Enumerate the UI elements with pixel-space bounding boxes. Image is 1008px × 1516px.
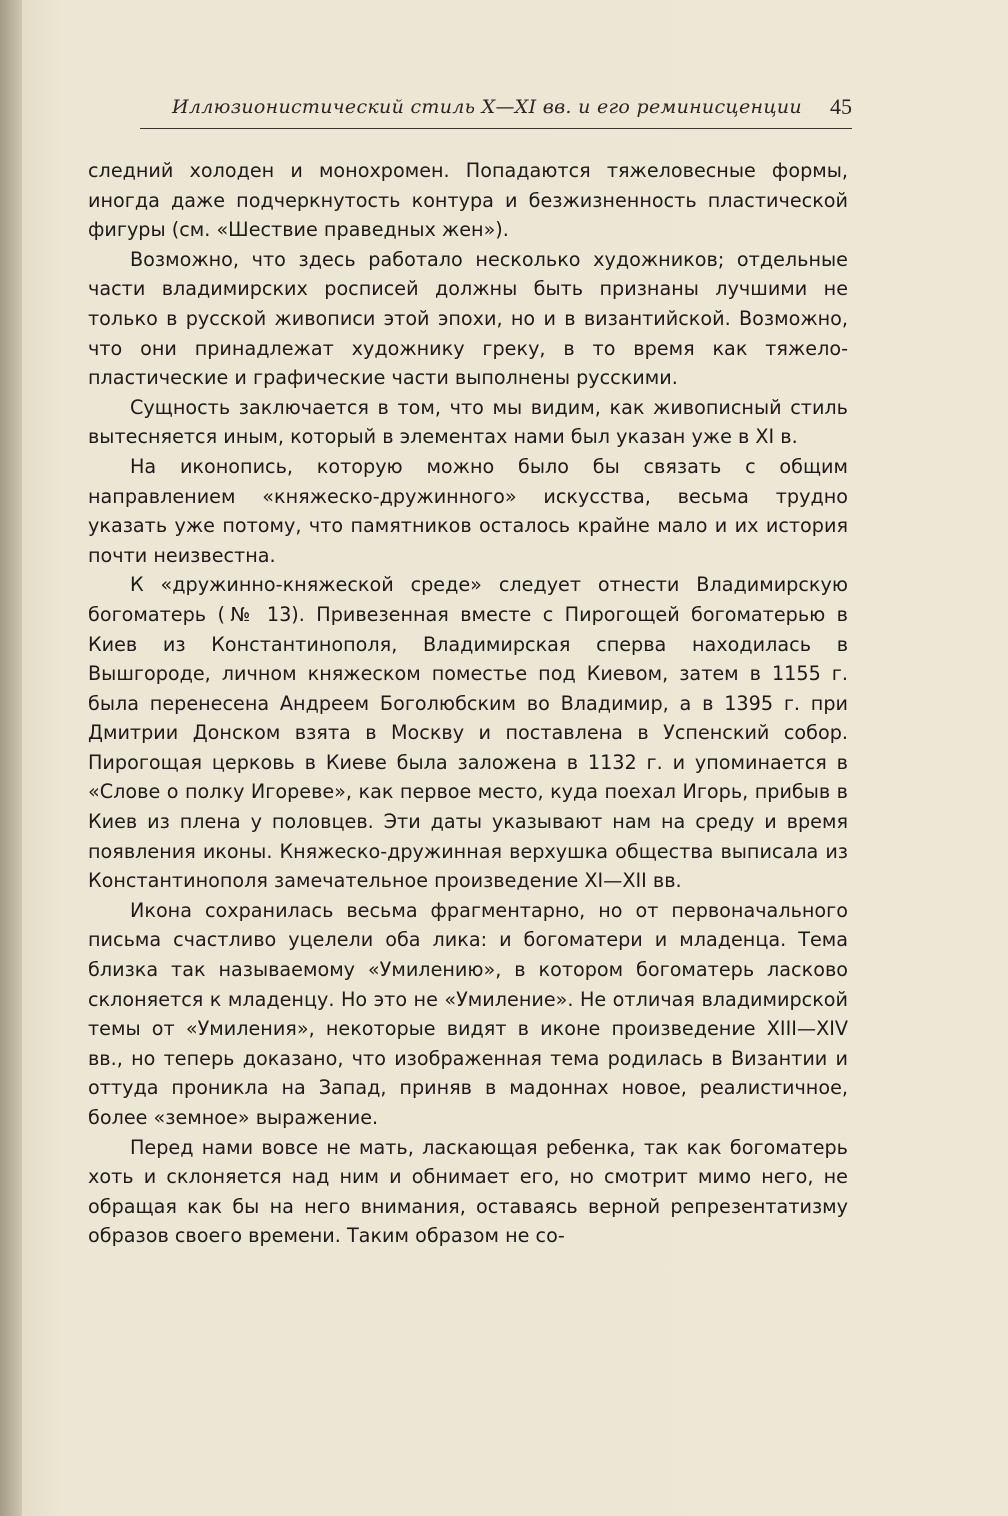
paragraph: Возможно, что здесь работало несколько художников; отдельные части владимирских росписей должны быть признаны лучшими не только в русской живописи этой эпохи, но и в византийской. Возможно, что они принадлежат художнику греку, в то время как тяжело-пластические и графические части выполнены русскими. <box>88 247 848 390</box>
page-number: 45 <box>830 94 852 119</box>
paragraph: Перед нами вовсе не мать, ласкающая ребенка, так как богоматерь хоть и склоняется над ним и обнимает его, но смотрит мимо него, не обращая как бы на него внимания, оставаясь верной репрезентатизму образов своего времени. Таким образом не со- <box>88 1135 848 1248</box>
paragraph: На иконопись, которую можно было бы связать с общим направлением «княжеско-дружинного» искусства, весьма трудно указать уже потому, что памятников осталось крайне мало и их история почти неизвестна. <box>88 454 848 567</box>
paragraph: Икона сохранилась весьма фрагментарно, но от первоначального письма счастливо уцелели оба лика: и богоматери и младенца. Тема близка так называемому «Умилению», в котором богоматерь ласково склоняется к младенцу. Но это не «Умиление». Не отличая владимирской темы от «Умиления», некоторые видят в иконе произведение XIII—XIV вв., но теперь доказано, что изображенная тема родилась в Византии и оттуда проникла на Запад, приняв в мадоннах новое, реалистичное, более «земное» выражение. <box>88 898 848 1129</box>
paragraph: К «дружинно-княжеской среде» следует отнести Владимирскую богоматерь (№ 13). Привезенная вместе с Пирогощей богоматерью в Киев из Константинополя, Владимирская сперва находилась в Вышгороде, личном княжеском поместье под Киевом, затем в 1155 г. была перенесена Андреем Боголюбским во Владимир, а в 1395 г. при Дмитрии Донском взята в Москву и поставлена в Успенский собор. Пирогощая церковь в Киеве была заложена в 1132 г. и упоминается в «Слове о полку Игореве», как первое место, куда поехал Игорь, прибыв в Киев из плена у половцев. Эти даты указывают нам на среду и время появления иконы. Княжеско-дружинная верхушка общества выписала из Константинополя замечательное произведение XI—XII вв. <box>88 573 848 893</box>
running-header <box>140 94 852 129</box>
paragraph: следний холоден и монохромен. Попадаются тяжеловесные формы, иногда даже подчеркнутость контура и безжизненность пластической фигуры (см. «Шествие праведных жен»). <box>88 159 848 242</box>
running-title: Иллюзионистический стиль X—XI вв. и его реминисценции <box>172 96 802 118</box>
binding-shadow <box>0 0 22 1516</box>
body-text <box>88 156 848 1251</box>
paragraph: Сущность заключается в том, что мы видим, как живописный стиль вытесняется иным, который в элементах нами был указан уже в XI в. <box>88 395 848 449</box>
